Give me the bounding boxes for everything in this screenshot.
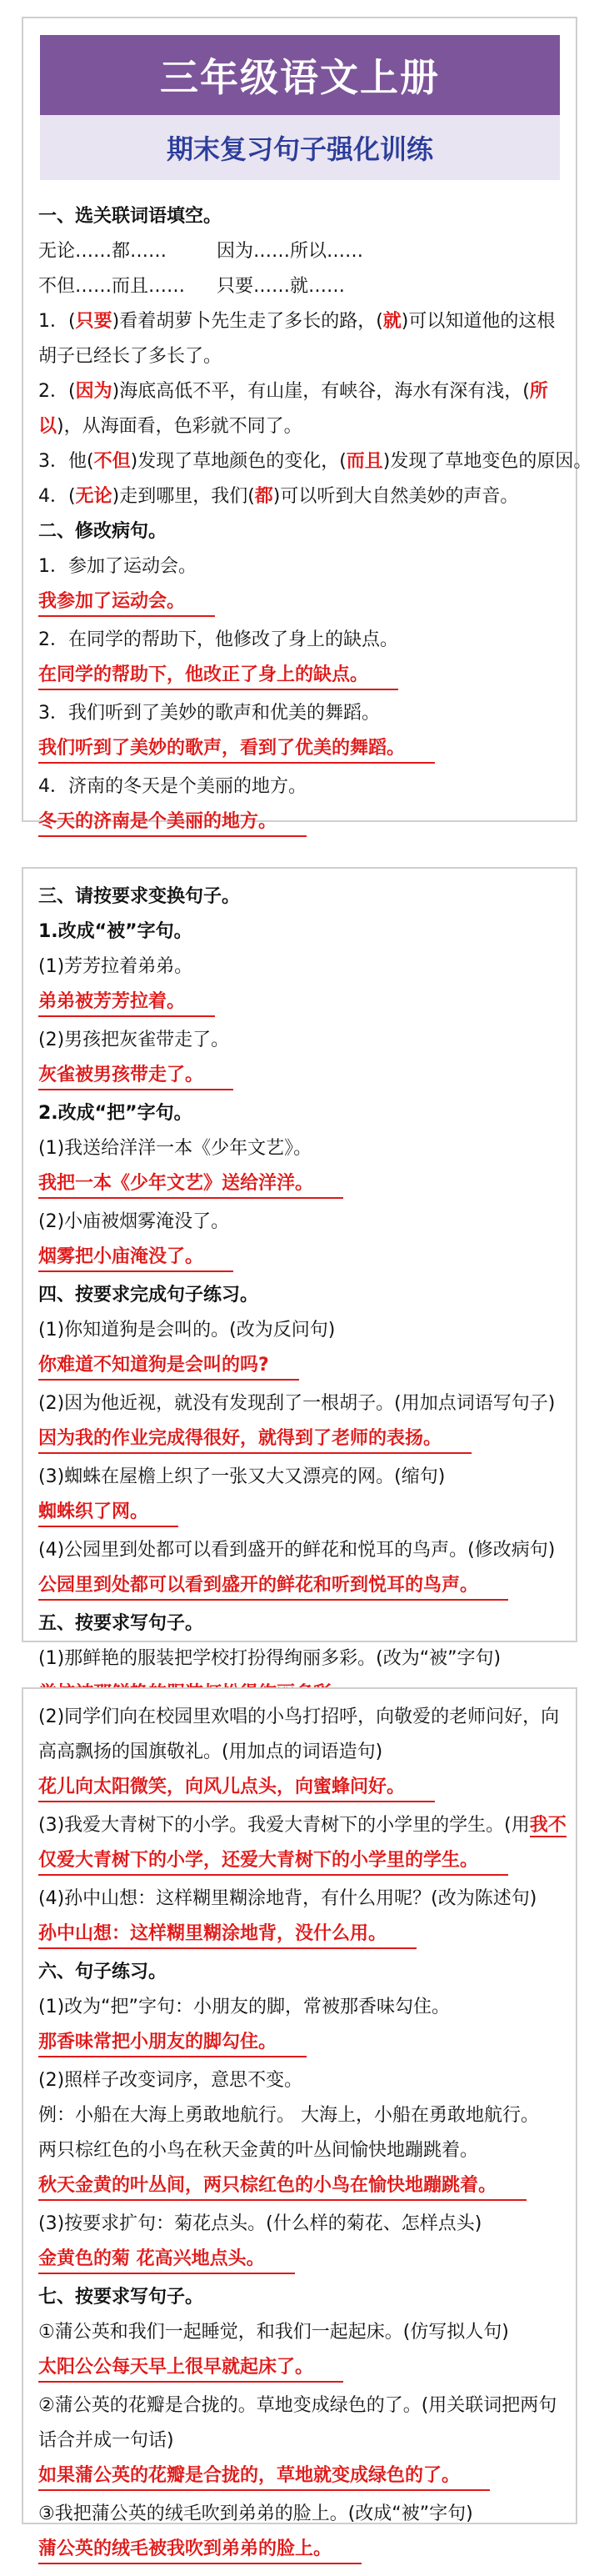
question-text: (3)蜘蛛在屋檐上织了一张又大又漂亮的网。(缩句) [38,1466,446,1487]
answer-word: 就 [382,311,402,332]
question-text: 4．济南的冬天是个美丽的地方。 [38,776,307,797]
answer-word: 以 [38,416,57,437]
word-option: 因为……所以…… [217,241,364,262]
question-text: (2)小庙被烟雾淹没了。 [38,1211,230,1232]
title-banner [40,35,560,115]
word-option: 只要……就…… [217,276,346,297]
fill-question-1 [38,310,564,333]
question-text: 2．在同学的帮助下，他修改了身上的缺点。 [38,629,398,650]
worksheet-card-2 [22,867,577,1669]
question-text: (1)那鲜艳的服装把学校打扮得绚丽多彩。(改为“被”字句) [38,1648,502,1669]
question-line [38,1814,567,1837]
section-heading-1: 一、选关联词语填空。 [38,206,222,227]
answer-text: 蜘蛛织了网。 [38,1501,178,1527]
question-text: (2)男孩把灰雀带走了。 [38,1030,230,1050]
question-text: )可以知道他的这根 [401,311,556,332]
question-text: 3．我们听到了美妙的歌声和优美的舞蹈。 [38,703,380,724]
sub-heading: 2.改成“把”字句。 [38,1103,192,1124]
question-text: )看着胡萝卜先生走了多长的路，( [112,311,383,332]
answer-text: 我把一本《少年文艺》送给洋洋。 [38,1172,343,1199]
sub-heading: 1.改成“被”字句。 [38,921,192,942]
worksheet-card-3 [22,1687,577,2559]
fill-question-2 [38,380,564,403]
section-heading-7: 七、按要求写句子。 [38,2287,204,2308]
answer-text: 我们听到了美妙的歌声，看到了优美的舞蹈。 [38,737,435,764]
question-text: )发现了草地颜色的变化，( [130,451,347,472]
section-heading-4: 四、按要求完成句子练习。 [38,1285,259,1306]
word-option: 不但……而且…… [38,276,186,297]
answer-word: 都 [254,486,273,507]
question-text: 2．( [38,381,76,402]
card-2-content [38,885,564,1721]
question-text: 3．他( [38,451,94,472]
answer-text: 你难道不知道狗是会叫的吗? [38,1354,299,1381]
question-text: (1)芳芳拉着弟弟。 [38,956,193,977]
question-text: (2)照样子改变词序，意思不变。 [38,2070,303,2091]
section-heading-2: 二、修改病句。 [38,521,167,542]
answer-word: 所 [529,381,548,402]
question-text: ③我把蒲公英的绒毛吹到弟弟的脸上。(改成“被”字句) [38,2503,473,2524]
question-text: 1．( [38,311,76,332]
fill-question-4 [38,485,564,509]
card-3-content [38,1706,567,2576]
answer-text: 因为我的作业完成得很好，就得到了老师的表扬。 [38,1427,472,1454]
answer-text: 金黄色的菊 花高兴地点头。 [38,2248,295,2274]
answer-text: 我参加了运动会。 [38,590,215,617]
answer-word: 而且 [346,451,383,472]
question-text: )，从海面看，色彩就不同了。 [57,416,302,437]
example-text: 例：小船在大海上勇敢地航行。 大海上，小船在勇敢地航行。 [38,2105,539,2126]
answer-text: 那香味常把小朋友的脚勾住。 [38,2031,307,2057]
answer-text: 在同学的帮助下，他改正了身上的缺点。 [38,664,398,690]
page-title: 三年级语文上册 [160,55,440,100]
subtitle-banner [40,115,560,180]
card-1-content [38,205,592,849]
question-text: )海底高低不平，有山崖，有峡谷，海水有深有浅，( [112,381,530,402]
question-text: ②蒲公英的花瓣是合拢的。草地变成绿色的了。(用关联词把两句 [38,2395,557,2416]
answer-text: 仅爱大青树下的小学，还爱大青树下的小学里的学生。 [38,1849,508,1876]
section-heading-5: 五、按要求写句子。 [38,1613,204,1634]
worksheet-card-1 [22,17,592,832]
fill-question-1-cont: 胡子已经长了多长了。 [38,346,222,367]
question-text: (4)孙中山想：这样糊里糊涂地背，有什么用呢？(改为陈述句) [38,1888,537,1909]
question-text: 1．参加了运动会。 [38,556,197,577]
page-subtitle: 期末复习句子强化训练 [166,133,433,165]
answer-text: 我不 [529,1815,567,1836]
answer-text: 花儿向太阳微笑，向风儿点头，向蜜蜂问好。 [38,1776,435,1802]
question-text: (1)你知道狗是会叫的。(改为反问句) [38,1320,336,1341]
answer-text: 孙中山想：这样糊里糊涂地背，没什么用。 [38,1922,417,1949]
question-text: 4．( [38,486,76,507]
question-text: (1)我送给洋洋一本《少年文艺》。 [38,1138,312,1159]
answer-word: 无论 [75,486,112,507]
question-text: )可以听到大自然美妙的声音。 [272,486,519,507]
answer-text: 公园里到处都可以看到盛开的鲜花和听到悦耳的鸟声。 [38,1574,508,1601]
question-text: (3)按要求扩句：菊花点头。(什么样的菊花、怎样点头) [38,2213,482,2234]
example-text: 两只棕红色的小鸟在秋天金黄的叶丛间愉快地蹦跳着。 [38,2140,479,2161]
question-text: (2)因为他近视，就没有发现刮了一根胡子。(用加点词语写句子) [38,1393,556,1414]
word-option: 无论……都…… [38,241,167,262]
fill-question-2-cont [38,415,564,439]
question-text: (1)改为“把”字句：小朋友的脚，常被那香味勾住。 [38,1997,450,2017]
fill-question-3 [38,450,592,474]
question-text: (3)我爱大青树下的小学。我爱大青树下的小学里的学生。(用 [38,1815,530,1836]
answer-text: 冬天的济南是个美丽的地方。 [38,810,307,837]
word-options-row-1 [38,240,564,263]
answer-word: 因为 [75,381,112,402]
answer-text: 弟弟被芳芳拉着。 [38,990,215,1017]
question-text: 高高飘扬的国旗敬礼。(用加点的词语造句) [38,1742,383,1762]
answer-text: 灰雀被男孩带走了。 [38,1064,233,1090]
section-heading-6: 六、句子练习。 [38,1962,167,1982]
section-heading-3: 三、请按要求变换句子。 [38,886,241,907]
word-options-row-2 [38,275,564,298]
question-text: (2)同学们向在校园里欢唱的小鸟打招呼，向敬爱的老师问好，向 [38,1706,560,1727]
question-text: 话合并成一句话) [38,2430,174,2451]
question-text: (4)公园里到处都可以看到盛开的鲜花和悦耳的鸟声。(修改病句) [38,1540,556,1561]
answer-text: 如果蒲公英的花瓣是合拢的，草地就变成绿色的了。 [38,2464,490,2491]
answer-text: 秋天金黄的叶丛间，两只棕红色的小鸟在愉快地蹦跳着。 [38,2174,527,2201]
answer-word: 只要 [75,311,112,332]
answer-word: 不但 [93,451,131,472]
answer-text: 蒲公英的绒毛被我吹到弟弟的脸上。 [38,2538,362,2564]
answer-text: 太阳公公每天早上很早就起床了。 [38,2356,343,2383]
answer-text: 烟雾把小庙淹没了。 [38,1245,233,1272]
question-text: )走到哪里，我们( [112,486,255,507]
question-text: )发现了草地变色的原因。 [382,451,592,472]
question-text: ①蒲公英和我们一起睡觉，和我们一起起床。(仿写拟人句) [38,2322,509,2343]
